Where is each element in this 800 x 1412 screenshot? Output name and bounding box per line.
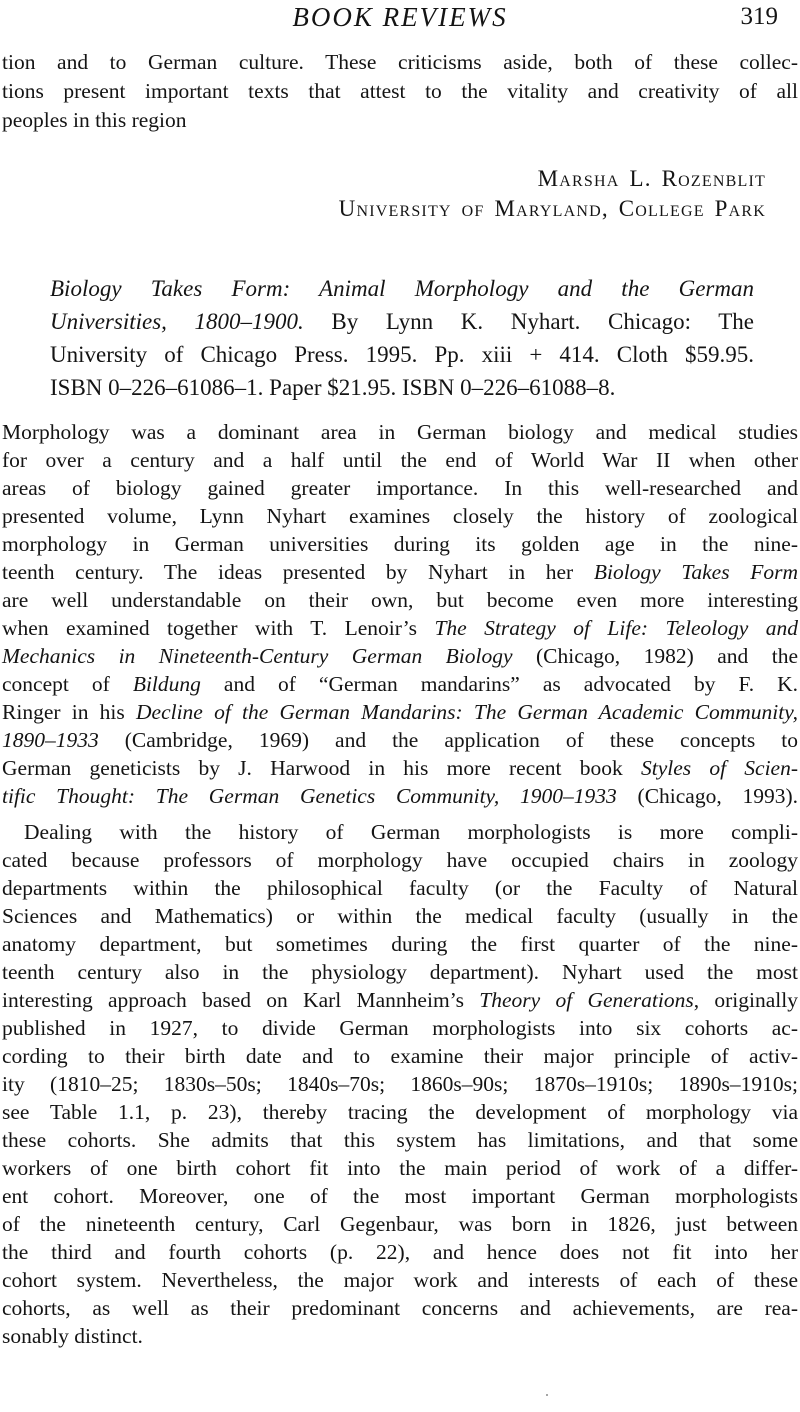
text-line [2,1210,798,1238]
text-line [2,418,798,446]
text-line [2,77,798,106]
text-line [2,958,798,986]
text-segment: see Table 1.1, p. 23), thereby tracing the development of morphology via [2,1100,798,1124]
text-segment: Morphology was a dominant area in German biology and medical studies [2,420,798,444]
text-segment: of the nineteenth century, Carl Gegenbaur, was born in 1826, just between [2,1212,798,1236]
text-segment: (Chicago, 1982) and the [512,644,798,668]
text-segment: the third and fourth cohorts (p. 22), and hence does not fit into her [2,1240,798,1264]
text-line [2,1098,798,1126]
text-segment: presented volume, Lynn Nyhart examines closely the history of zoological [2,504,798,528]
text-segment: (Cambridge, 1969) and the application of these concepts to [98,728,798,752]
text-segment: ent cohort. Moreover, one of the most important German morphologists [2,1184,798,1208]
text-segment: anatomy department, but sometimes during the first quarter of the nine- [2,932,798,956]
text-segment: cated because professors of morphology have occupied chairs in zoology [2,848,798,872]
text-segment: Sciences and Mathematics) or within the medical faculty (usually in the [2,904,798,928]
reviewer-name: Marsha L. Rozenblit [537,166,766,191]
italic-text-segment: Styles of Scien- [640,756,799,780]
text-line [2,930,798,958]
italic-text-segment: Biology Takes Form: Animal Morphology and the German [50,276,754,301]
italic-text-segment: Mechanics in Nineteenth-Century German Biology [2,644,513,668]
page-header [2,2,798,32]
text-line [50,272,754,305]
text-line [2,1266,798,1294]
italic-text-segment: Theory of Generations [479,988,694,1012]
text-segment: concept of [2,672,133,696]
text-line [2,106,798,135]
text-line [2,48,798,77]
text-segment: University of Chicago Press. 1995. Pp. xiii + 414. Cloth $59.95. [50,342,754,367]
running-head: BOOK REVIEWS [292,2,508,32]
text-segment: peoples in this region [2,108,187,132]
text-segment: Ringer in his [2,700,136,724]
text-segment: cohort system. Nevertheless, the major work and interests of each of these [2,1268,798,1292]
text-segment: tion and to German culture. These criticisms aside, both of these collec- [2,50,798,74]
text-line [2,614,798,642]
scan-speck [546,1394,548,1396]
italic-text-segment: tific Thought: The German Genetics Community, 1900–1933 [2,784,617,808]
book-citation [50,272,754,404]
italic-text-segment: Universities, 1800–1900. [50,309,304,334]
reviewer-affiliation: University of Maryland, College Park [338,196,766,221]
text-line [2,726,798,754]
italic-text-segment: 1890–1933 [2,728,99,752]
text-line [2,818,798,846]
text-line [2,558,798,586]
text-segment: Dealing with the history of German morphologists is more compli- [24,820,798,844]
text-line [2,698,798,726]
text-line [2,1182,798,1210]
text-line [2,986,798,1014]
text-segment: for over a century and a half until the end of World War II when other [2,448,798,472]
text-line [2,1070,798,1098]
text-segment: cohorts, as well as their predominant concerns and achievements, are rea- [2,1296,798,1320]
text-line [2,1014,798,1042]
text-segment: published in 1927, to divide German morphologists into six cohorts ac- [2,1016,798,1040]
text-line [2,782,798,810]
text-line [2,846,798,874]
text-segment: cording to their birth date and to examine their major principle of activ- [2,1044,798,1068]
text-segment: , originally [693,988,798,1012]
italic-text-segment: Biology Takes Form [593,560,798,584]
text-line [2,474,798,502]
text-line [2,670,798,698]
text-line [2,1322,798,1350]
text-segment: these cohorts. She admits that this system has limitations, and that some [2,1128,798,1152]
text-segment: areas of biology gained greater importance. In this well-researched and [2,476,798,500]
italic-text-segment: Decline of the German Mandarins: The German Academic Community, [136,700,798,724]
text-line [2,874,798,902]
text-segment: sonably distinct. [2,1324,143,1348]
text-segment: when examined together with T. Lenoir’s [2,616,435,640]
text-segment: teenth century. The ideas presented by Nyhart in her [2,560,594,584]
page-number: 319 [740,3,778,30]
text-line [2,902,798,930]
text-segment: interesting approach based on Karl Mannheim’s [2,988,480,1012]
text-segment: and of “German mandarins” as advocated by F. K. [200,672,798,696]
text-line [2,642,798,670]
review-paragraph-2 [2,818,798,1350]
text-segment: departments within the philosophical faculty (or the Faculty of Natural [2,876,798,900]
text-segment: ISBN 0–226–61086–1. Paper $21.95. ISBN 0–226–61088–8. [50,375,616,400]
text-line [2,586,798,614]
text-line [2,1042,798,1070]
text-segment: ity (1810–25; 1830s–50s; 1840s–70s; 1860s–90s; 1870s–1910s; 1890s–1910s; [2,1072,798,1096]
text-line [50,338,754,371]
italic-text-segment: Bildung [132,672,201,696]
text-line [50,371,754,404]
text-segment: tions present important texts that attest to the vitality and creativity of all [2,79,798,103]
text-segment: are well understandable on their own, but become even more interesting [2,588,798,612]
text-line [2,502,798,530]
review-paragraph-1 [2,418,798,810]
text-line [2,754,798,782]
text-line [2,1126,798,1154]
continued-paragraph [2,48,798,135]
text-segment: (Chicago, 1993). [616,784,798,808]
text-line [2,530,798,558]
text-segment: workers of one birth cohort fit into the main period of work of a differ- [2,1156,798,1180]
text-segment: morphology in German universities during its golden age in the nine- [2,532,798,556]
text-segment: German geneticists by J. Harwood in his more recent book [2,756,641,780]
text-line [2,446,798,474]
italic-text-segment: The Strategy of Life: Teleology and [434,616,798,640]
text-segment: By Lynn K. Nyhart. Chicago: The [303,309,754,334]
reviewer-attribution [2,164,798,224]
text-line [2,1294,798,1322]
text-line [2,1238,798,1266]
text-line [50,305,754,338]
text-segment: teenth century also in the physiology department). Nyhart used the most [2,960,798,984]
text-line [2,1154,798,1182]
